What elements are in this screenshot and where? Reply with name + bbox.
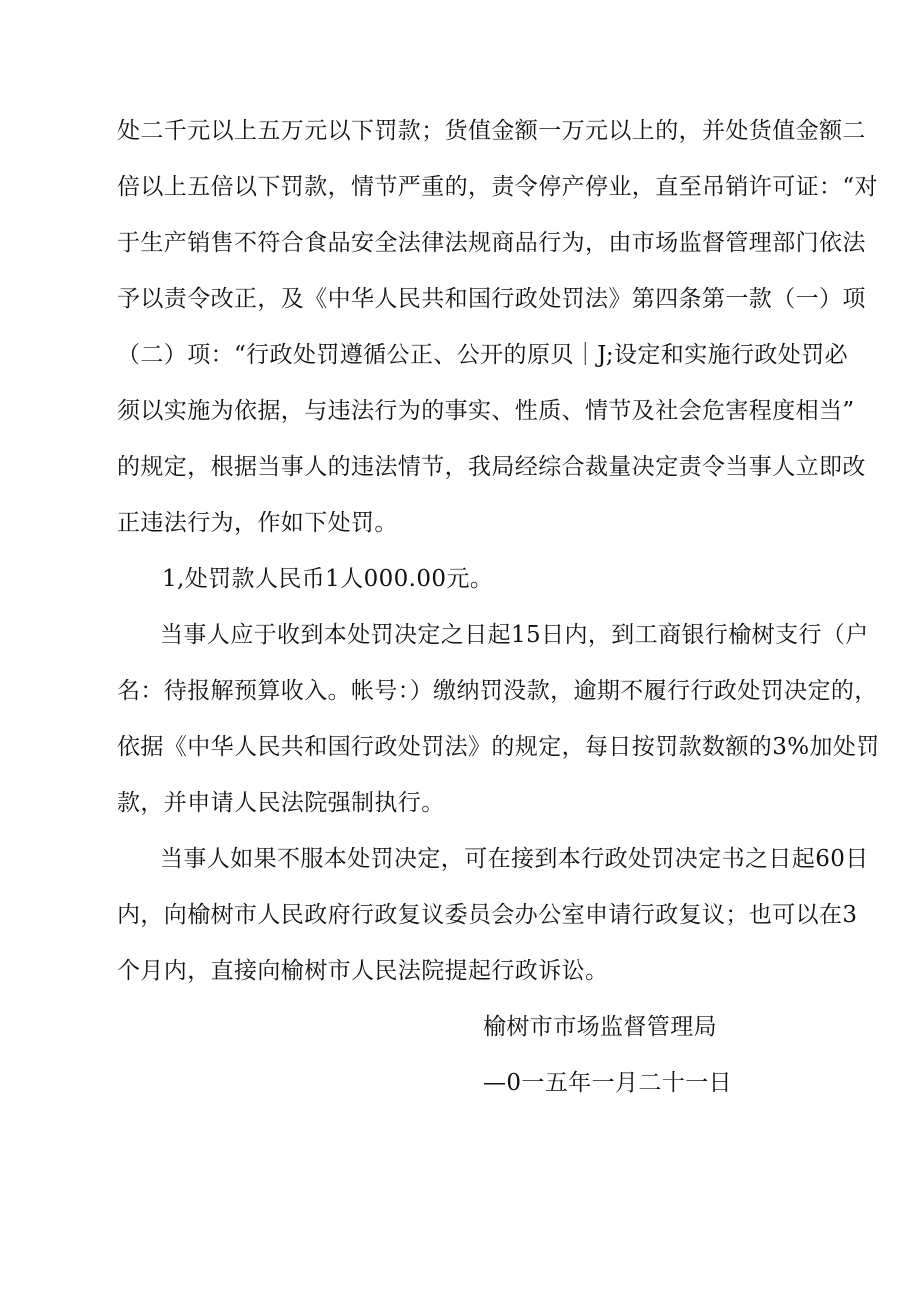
paragraph-1-line-3: 于生产销售不符合食品安全法律法规商品行为，由市场监督管理部门依法 — [117, 230, 866, 256]
paragraph-1-line-6: 须以实施为依据，与违法行为的事实、性质、情节及社会危害程度相当” — [117, 398, 855, 424]
issue-date: —0一五年一月二十一日 — [483, 1070, 733, 1096]
payment-paragraph-line-2: 名：待报解预算收入。帐号：）缴纳罚没款，逾期不履行行政处罚决定的， — [117, 678, 878, 704]
payment-paragraph-line-1: 当事人应于收到本处罚决定之日起15日内，到工商银行榆树支行（户 — [160, 622, 869, 648]
payment-paragraph-line-3: 依据《中华人民共和国行政处罚法》的规定，每日按罚款数额的3%加处罚 — [117, 734, 880, 760]
paragraph-1-line-8: 正违法行为，作如下处罚。 — [117, 510, 398, 536]
appeal-paragraph-line-3: 个月内，直接向榆树市人民法院提起行政诉讼。 — [117, 958, 609, 984]
issuing-authority: 榆树市市场监督管理局 — [483, 1014, 717, 1040]
paragraph-1-line-4: 予以责令改正，及《中华人民共和国行政处罚法》第四条第一款（一）项 — [117, 286, 866, 312]
paragraph-1-line-2: 倍以上五倍以下罚款，情节严重的，责令停产停业，直至吊销许可证：“对 — [117, 174, 878, 200]
appeal-paragraph-line-2: 内，向榆树市人民政府行政复议委员会办公室申请行政复议；也可以在3 — [117, 902, 858, 928]
payment-paragraph-line-4: 款，并申请人民法院强制执行。 — [117, 790, 445, 816]
paragraph-1-line-1: 处二千元以上五万元以下罚款；货值金额一万元以上的，并处货值金额二 — [117, 118, 866, 144]
paragraph-1-line-7: 的规定，根据当事人的违法情节，我局经综合裁量决定责令当事人立即改 — [117, 454, 866, 480]
penalty-item: 1,处罚款人民币1人000.00元。 — [162, 566, 494, 592]
appeal-paragraph-line-1: 当事人如果不服本处罚决定，可在接到本行政处罚决定书之日起60日 — [160, 846, 869, 872]
paragraph-1-line-5: （二）项：“行政处罚遵循公正、公开的原贝｜J;设定和实施行政处罚必 — [117, 342, 848, 368]
